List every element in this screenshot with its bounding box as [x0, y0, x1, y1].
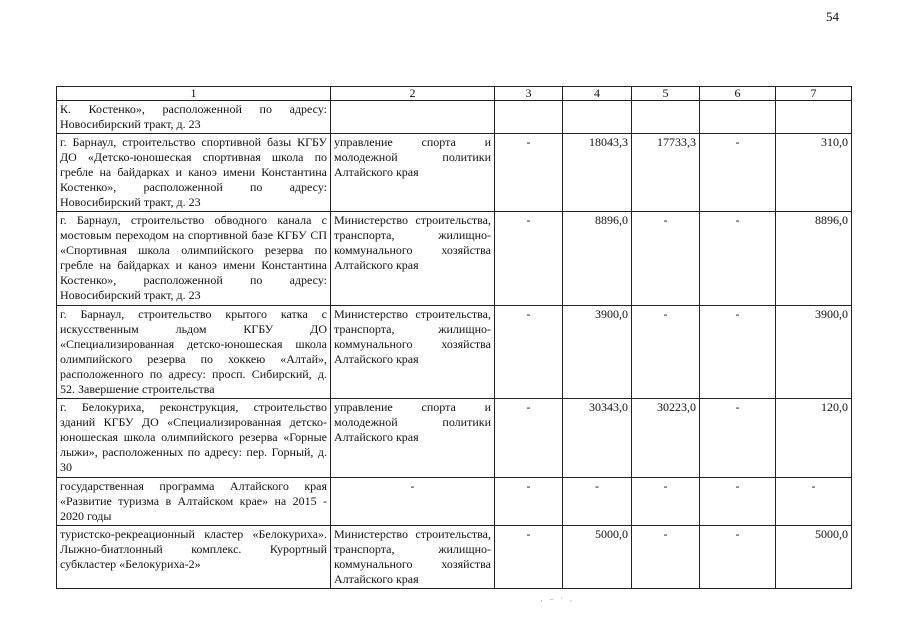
responsible-cell: Министерство строительства, транспорта, жилищно-коммунального хозяйства Алтайского края — [331, 306, 495, 399]
object-name-cell: туристско-рекреационный кластер «Белокуриха». Лыжно-биатлонный комплекс. Курортный субкластер «Белокуриха-2» — [57, 526, 331, 589]
column-header: 5 — [632, 87, 700, 101]
responsible-cell: Министерство строительства, транспорта, жилищно-коммунального хозяйства Алтайского края — [331, 212, 495, 306]
object-name-cell: К. Костенко», расположенной по адресу: Новосибирский тракт, д. 23 — [57, 101, 331, 134]
value-cell: - — [700, 134, 776, 212]
object-name-cell: г. Барнаул, строительство спортивной базы КГБУ ДО «Детско-юношеская спортивная школа по гребле на байдарках и каноэ имени Константина Костенко», расположенной по адресу: Новосибирский тракт, д. 23 — [57, 134, 331, 212]
value-cell: - — [700, 212, 776, 306]
value-cell — [563, 101, 632, 134]
column-header: 2 — [331, 87, 495, 101]
value-cell — [700, 101, 776, 134]
value-cell: - — [700, 526, 776, 589]
value-cell: - — [495, 478, 563, 526]
budget-table — [56, 86, 852, 589]
column-header: 1 — [57, 87, 331, 101]
responsible-cell: Министерство строительства, транспорта, жилищно-коммунального хозяйства Алтайского края — [331, 526, 495, 589]
value-cell: 18043,3 — [563, 134, 632, 212]
value-cell: - — [495, 526, 563, 589]
value-cell — [776, 101, 852, 134]
value-cell: - — [632, 306, 700, 399]
value-cell: 30223,0 — [632, 399, 700, 478]
responsible-cell: - — [331, 478, 495, 526]
value-cell: 8896,0 — [776, 212, 852, 306]
table-row — [57, 478, 852, 526]
value-cell — [495, 101, 563, 134]
responsible-cell: управление спорта и молодежной политики Алтайского края — [331, 134, 495, 212]
table-row — [57, 399, 852, 478]
value-cell: - — [632, 212, 700, 306]
table-row — [57, 212, 852, 306]
object-name-cell: г. Барнаул, строительство крытого катка с искусственным льдом КГБУ ДО «Специализированная детско-юношеская школа олимпийского резерва по хоккею «Алтай», расположенного по адресу: просп. Сибирский, д. 52. Завершение строительства — [57, 306, 331, 399]
responsible-cell: управление спорта и молодежной политики Алтайского края — [331, 399, 495, 478]
value-cell: 3900,0 — [776, 306, 852, 399]
value-cell: - — [700, 399, 776, 478]
responsible-cell — [331, 101, 495, 134]
table-row — [57, 101, 852, 134]
value-cell — [632, 101, 700, 134]
value-cell: - — [495, 134, 563, 212]
value-cell: - — [495, 306, 563, 399]
table-row — [57, 526, 852, 589]
value-cell: - — [495, 212, 563, 306]
value-cell: 5000,0 — [563, 526, 632, 589]
column-header: 3 — [495, 87, 563, 101]
value-cell: - — [700, 478, 776, 526]
table-row — [57, 134, 852, 212]
value-cell: - — [632, 526, 700, 589]
value-cell: 30343,0 — [563, 399, 632, 478]
object-name-cell: г. Барнаул, строительство обводного канала с мостовым переходом на спортивной базе КГБУ СП «Спортивная школа олимпийского резерва по гребле на байдарках и каноэ имени Константина Костенко», расположенной по адресу: Новосибирский тракт, д. 23 — [57, 212, 331, 306]
value-cell: - — [632, 478, 700, 526]
value-cell: - — [700, 306, 776, 399]
object-name-cell: государственная программа Алтайского края «Развитие туризма в Алтайском крае» на 2015 - 2020 годы — [57, 478, 331, 526]
value-cell: 310,0 — [776, 134, 852, 212]
value-cell: - — [495, 399, 563, 478]
column-header: 6 — [700, 87, 776, 101]
value-cell: 5000,0 — [776, 526, 852, 589]
object-name-cell: г. Белокуриха, реконструкция, строительство зданий КГБУ ДО «Специализированная детско-юношеская школа олимпийского резерва «Горные лыжи», расположенных по адресу: пер. Горный, д. 30 — [57, 399, 331, 478]
value-cell: 120,0 — [776, 399, 852, 478]
column-header: 7 — [776, 87, 852, 101]
table-header-row — [57, 87, 852, 101]
column-header: 4 — [563, 87, 632, 101]
scan-artifact: · ⁻ ˙ · — [540, 596, 575, 606]
table-row — [57, 306, 852, 399]
value-cell: 17733,3 — [632, 134, 700, 212]
page-number: 54 — [826, 9, 839, 24]
value-cell: - — [776, 478, 852, 526]
value-cell: - — [563, 478, 632, 526]
value-cell: 8896,0 — [563, 212, 632, 306]
value-cell: 3900,0 — [563, 306, 632, 399]
